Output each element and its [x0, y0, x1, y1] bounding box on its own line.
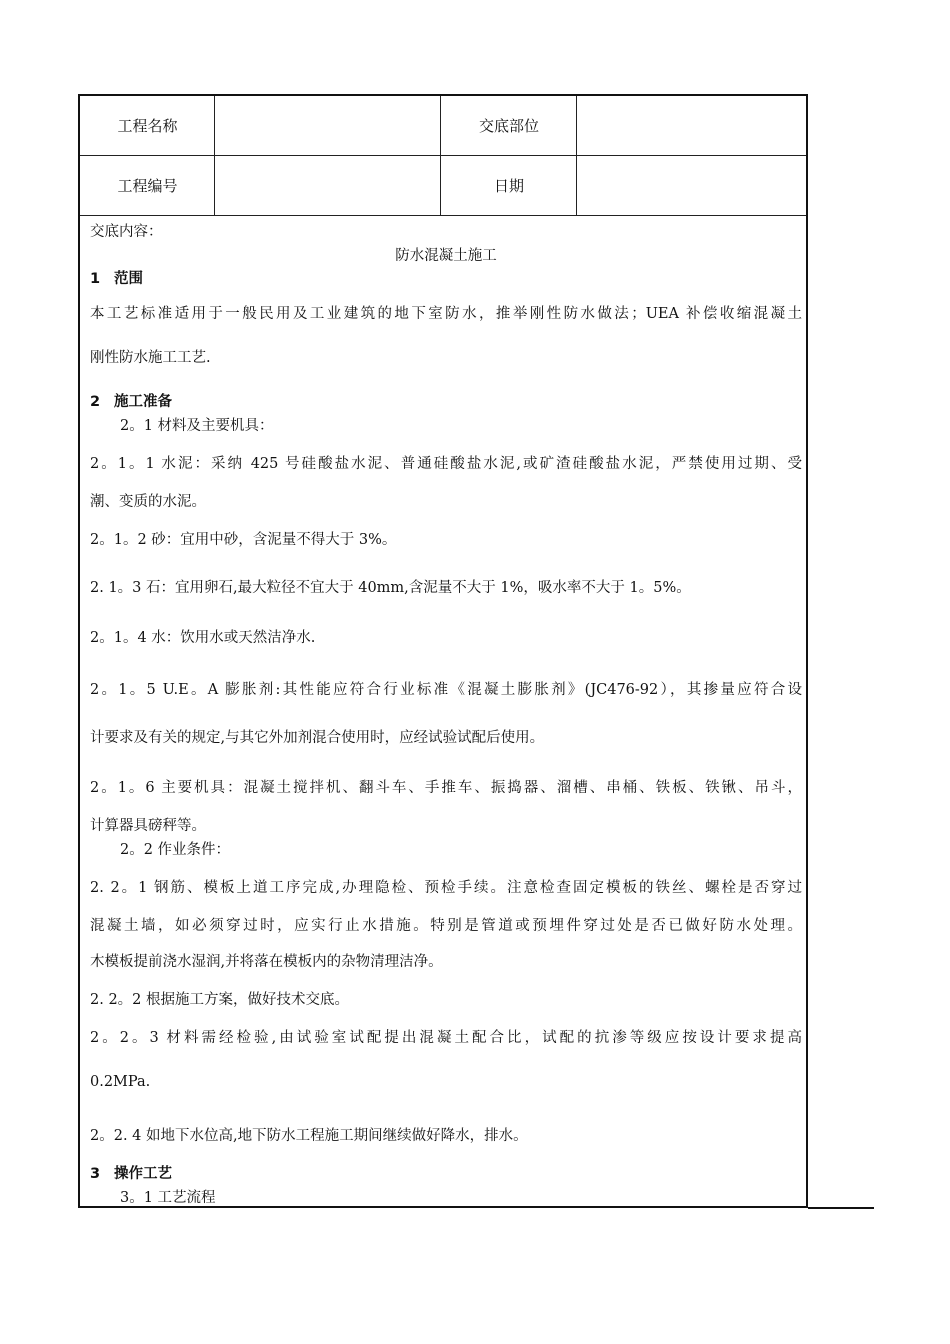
date-value — [577, 156, 806, 215]
document-title: 防水混凝土施工 — [395, 248, 497, 264]
date-label: 日期 — [493, 177, 524, 195]
section-heading: 3 操作工艺 — [90, 1166, 172, 1182]
subsection-heading: 2。2 作业条件： — [120, 842, 231, 858]
paragraph: 2。1。6 主要机具：混凝土搅拌机、翻斗车、手推车、振捣器、溜槽、串桶、铁板、铁锹、吊斗， — [90, 780, 802, 796]
paragraph: 2。1。5 U.E。A 膨胀剂:其性能应符合行业标准《混凝土膨胀剂》(JC476-92），其掺量应符合设 — [90, 682, 802, 698]
paragraph: 计算器具磅秤等。 — [90, 818, 206, 834]
paragraph: 2。1。1 水泥：采纳 425 号硅酸盐水泥、普通硅酸盐水泥,或矿渣硅酸盐水泥，严禁使用过期、受 — [90, 456, 802, 472]
location-value — [577, 96, 806, 155]
project-number-value — [215, 156, 441, 215]
project-name-label: 工程名称 — [117, 117, 178, 135]
paragraph: 本工艺标准适用于一般民用及工业建筑的地下室防水，推举刚性防水做法；UEA 补偿收缩混凝土 — [90, 306, 802, 322]
paragraph: 0.2MPa. — [90, 1074, 151, 1090]
subsection-heading: 2。1 材料及主要机具： — [120, 418, 274, 434]
paragraph: 2。2。3 材料需经检验,由试验室试配提出混凝土配合比，试配的抗渗等级应按设计要求提高 — [90, 1030, 802, 1046]
paragraph: 2. 2。1 钢筋、模板上道工序完成,办理隐检、预检手续。注意检查固定模板的铁丝、螺栓是否穿过 — [90, 880, 802, 896]
divider — [808, 1207, 874, 1209]
paragraph: 刚性防水施工工艺. — [90, 350, 211, 366]
section-heading: 1 范围 — [90, 271, 143, 287]
paragraph: 2。2. 4 如地下水位高,地下防水工程施工期间继续做好降水，排水。 — [90, 1128, 528, 1144]
divider — [576, 96, 577, 216]
subsection-heading: 3。1 工艺流程 — [120, 1190, 216, 1206]
paragraph: 潮、变质的水泥。 — [90, 494, 206, 510]
paragraph: 2。1。4 水：饮用水或天然洁净水. — [90, 630, 316, 646]
project-number-label: 工程编号 — [117, 177, 178, 195]
paragraph: 2. 2。2 根据施工方案，做好技术交底。 — [90, 992, 350, 1008]
divider — [440, 96, 441, 216]
paragraph: 2。1。2 砂：宜用中砂，含泥量不得大于 3%。 — [90, 532, 397, 548]
paragraph: 混凝土墙，如必须穿过时，应实行止水措施。特别是管道或预埋件穿过处是否已做好防水处理。 — [90, 918, 802, 934]
location-label: 交底部位 — [478, 117, 539, 135]
intro-label: 交底内容： — [90, 224, 163, 240]
project-name-value — [215, 96, 441, 155]
header-row-2 — [80, 156, 806, 216]
paragraph: 2. 1。3 石：宜用卵石,最大粒径不宜大于 40mm,含泥量不大于 1%，吸水率不大于 1。5%。 — [90, 580, 691, 596]
section-heading: 2 施工准备 — [90, 394, 172, 410]
paragraph: 木模板提前浇水湿润,并将落在模板内的杂物清理洁净。 — [90, 954, 443, 970]
header-row-1 — [80, 96, 806, 156]
paragraph: 计要求及有关的规定,与其它外加剂混合使用时，应经试验试配后使用。 — [90, 730, 545, 746]
disclosure-sheet — [78, 94, 808, 1208]
divider — [214, 96, 215, 216]
